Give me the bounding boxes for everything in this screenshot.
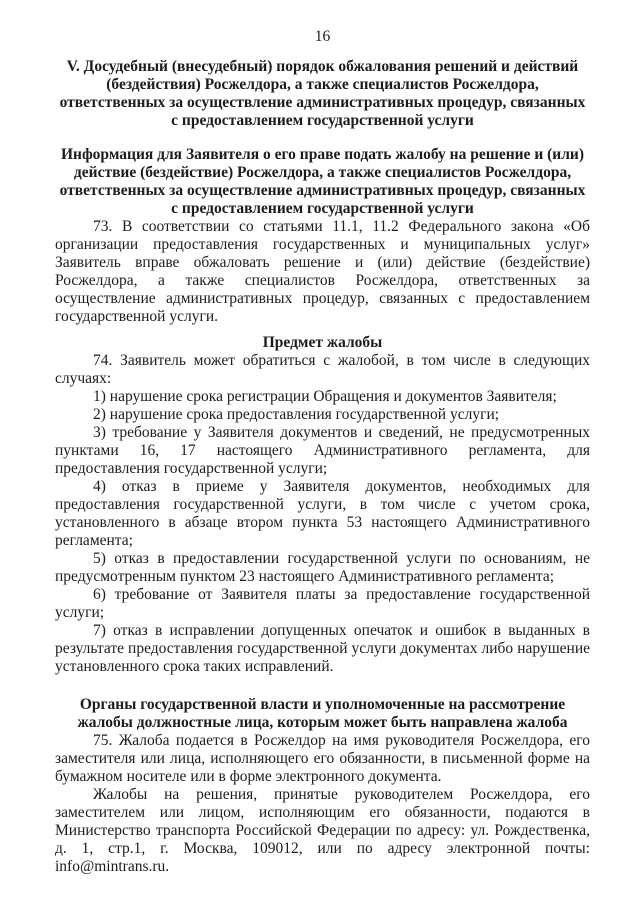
complaint-case-item-3: 3) требование у Заявителя документов и сведений, не предусмотренных пунктами 16, 17 настоящего Административного регламента, для предоставления государственной услуги; (55, 424, 590, 477)
paragraph-75: 75. Жалоба подается в Росжелдор на имя руководителя Росжелдора, его заместителя или лица, исполняющего его обязанности, в письменной форме на бумажном носителе или в форме электронного документа. (55, 732, 590, 785)
complaint-case-item-2: 2) нарушение срока предоставления государственной услуги; (93, 406, 500, 423)
page-number: 16 (314, 28, 331, 45)
paragraph-74: 74. Заявитель может обратиться с жалобой, в том числе в следующих случаях: (55, 352, 590, 387)
paragraph-73: 73. В соответствии со статьями 11.1, 11.2 Федерального закона «Об организации предоставления государственных и муниципальных услуг» Заявитель вправе обжаловать решение и (или) действие (бездействие) Росжелдора, а также специалистов Росжелдора, ответственных за осуществление административных процедур, связанных с предоставлением государственной услуги. (55, 218, 590, 325)
paragraph-75-continuation: Жалобы на решения, принятые руководителем Росжелдора, его заместителем или лицом, исполняющим его обязанности, подаются в Министерство транспорта Российской Федерации по адресу: ул. Рождественка, д. 1, стр.1, г. Москва, 109012, или по адресу электронной почты: info@mintrans.ru. (55, 786, 590, 875)
complaint-case-item-4: 4) отказ в приеме у Заявителя документов, необходимых для предоставления государственной услуги, в том числе с учетом срока, установленного в абзаце втором пункта 53 настоящего Административного регламента; (55, 478, 590, 549)
complaint-case-item-1: 1) нарушение срока регистрации Обращения и документов Заявителя; (93, 388, 557, 405)
heading-authorities-for-complaint: Органы государственной власти и уполномоченные на рассмотрение жалобы должностные лица, которым может быть направлена жалоба (77, 696, 568, 731)
complaint-case-item-5: 5) отказ в предоставлении государственной услуги по основаниям, не предусмотренным пунктом 23 настоящего Административного регламента; (55, 550, 590, 585)
heading-pretrial-appeal-procedure: V. Досудебный (внесудебный) порядок обжалования решений и действий (бездействия) Росжелдора, а также специалистов Росжелдора, ответственных за осуществление административных процедур, связанных с предоставлением государственной услуги (59, 58, 586, 129)
heading-complaint-right-info: Информация для Заявителя о его праве подать жалобу на решение и (или) действие (бездействие) Росжелдора, а также специалистов Росжелдора, ответственных за осуществление административных процедур, связанных с предоставлением государственной услуги (59, 146, 586, 217)
complaint-case-item-6: 6) требование от Заявителя платы за предоставление государственной услуги; (55, 586, 590, 621)
heading-complaint-subject: Предмет жалобы (262, 334, 383, 351)
complaint-case-item-7: 7) отказ в исправлении допущенных опечаток и ошибок в выданных в результате предоставления государственной услуги документах либо нарушение установленного срока таких исправлений. (55, 622, 590, 675)
